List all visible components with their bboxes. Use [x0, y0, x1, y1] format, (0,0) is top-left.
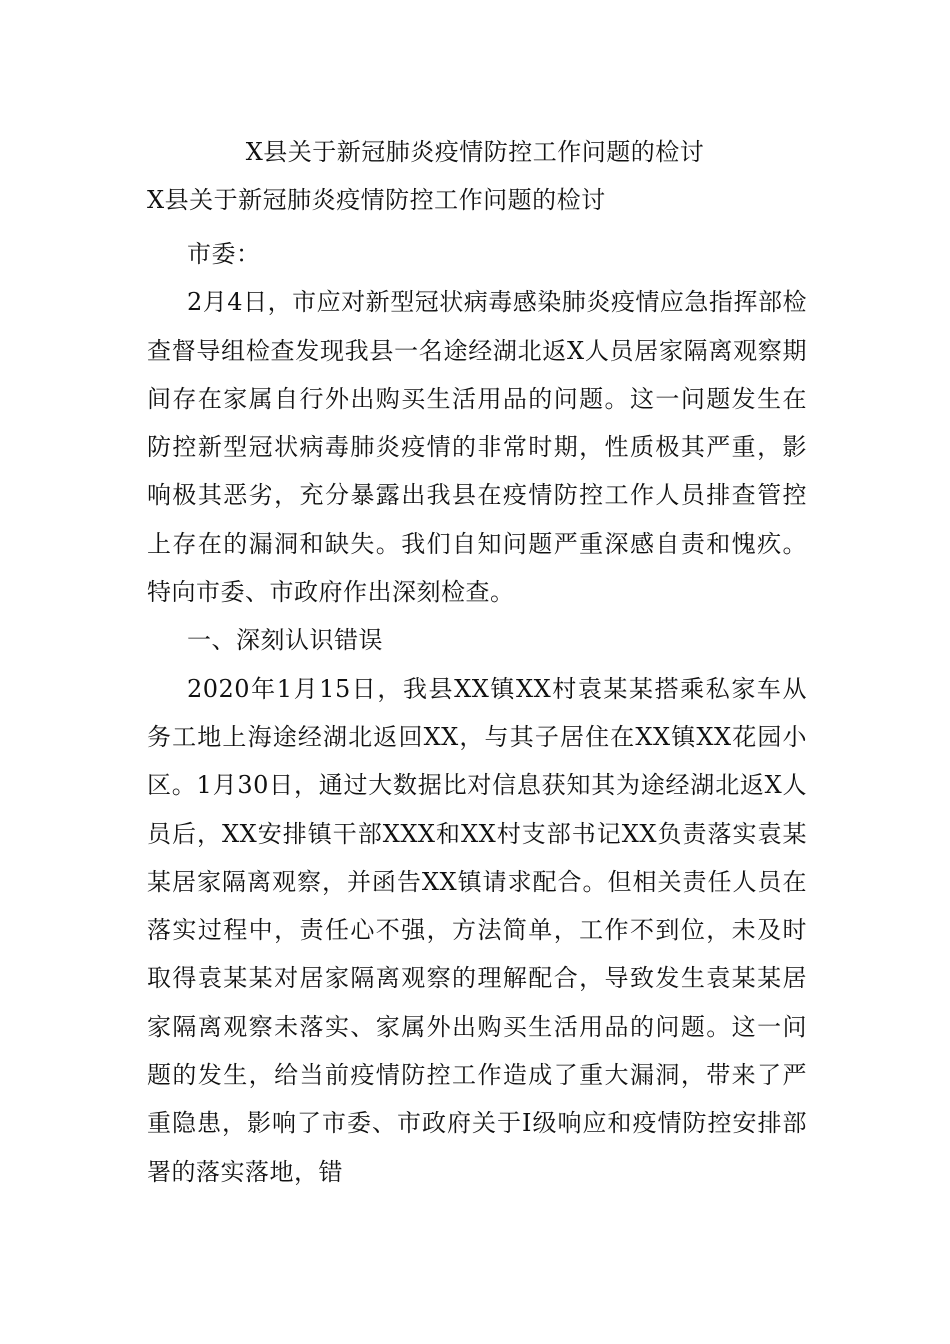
document-subtitle: X县关于新冠肺炎疫情防控工作问题的检讨 — [147, 186, 606, 214]
salutation: 市委： — [187, 240, 261, 268]
paragraph-details: 2020年1月15日，我县XX镇XX村袁某某搭乘私家车从务工地上海途经湖北返回XX，与其子居住在XX镇XX花园小区。1月30日，通过大数据比对信息获知其为途经湖北返X人员后，XX安排镇干部XXX和XX村支部书记XX负责落实袁某某居家隔离观察，并函告XX镇请求配合。但相关责任人员在落实过程中，责任心不强，方法简单，工作不到位，未及时取得袁某某对居家隔离观察的理解配合，导致发生袁某某居家隔离观察未落实、家属外出购买生活用品的问题。这一问题的发生，给当前疫情防控工作造成了重大漏洞，带来了严重隐患，影响了市委、市政府关于Ⅰ级响应和疫情防控安排部署的落实落地，错 — [147, 674, 807, 1186]
paragraph-intro: 2月4日，市应对新型冠状病毒感染肺炎疫情应急指挥部检查督导组检查发现我县一名途经湖北返X人员居家隔离观察期间存在家属自行外出购买生活用品的问题。这一问题发生在防控新型冠状病毒肺炎疫情的非常时期，性质极其严重，影响极其恶劣，充分暴露出我县在疫情防控工作人员排查管控上存在的漏洞和缺失。我们自知问题严重深感自责和愧疚。特向市委、市政府作出深刻检查。 — [147, 288, 807, 607]
document-body — [147, 230, 807, 1196]
section-heading: 一、深刻认识错误 — [187, 626, 383, 655]
document-title: X县关于新冠肺炎疫情防控工作问题的检讨 — [245, 138, 705, 166]
